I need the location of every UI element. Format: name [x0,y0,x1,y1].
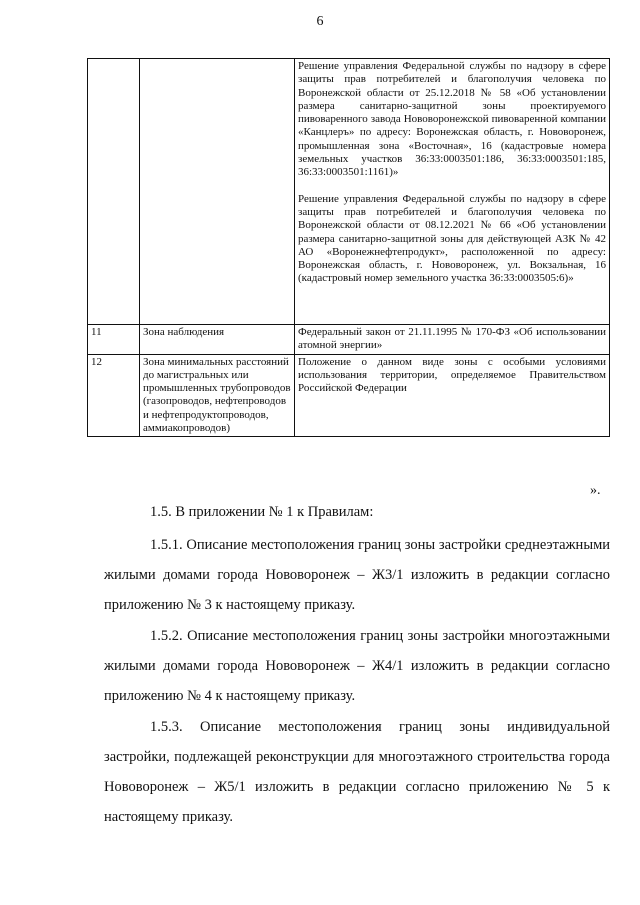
zone-name-cell [140,59,295,325]
legal-basis-paragraph: Решение управления Федеральной службы по надзору в сфере защиты прав потребителей и благополучия человека по Воронежской области от 25.12.2018 № 58 «Об установлении размера санитарно-защитной зоны проектируемого пивоваренного завода Нововоронежской пивоваренной компании «Канцлеръ» по адресу: Воронежская область, г. Нововоронеж, промышленная зона «Восточная», 16 (кадастровые номера земельных участков 36:33:0003501:186, 36:33:0003501:185, 36:33:0003501:1161)» [298,60,606,179]
legal-basis-paragraph: Федеральный закон от 21.11.1995 № 170-ФЗ «Об использовании атомной энергии» [298,326,606,352]
closing-quote: ». [590,483,601,498]
zone-name-cell: Зона минимальных расстояний до магистральных или промышленных трубопроводов (газопроводов, нефтепроводов и нефтепродуктопроводов, аммиакопроводов) [140,354,295,437]
paragraph-1-5: 1.5. В приложении № 1 к Правилам: [150,504,374,520]
legal-basis-paragraph: Решение управления Федеральной службы по надзору в сфере защиты прав потребителей и благополучия человека по Воронежской области от 08.12.2021 № 66 «Об установлении размера санитарно-защитной зоны для действующей АЗК № 42 АО «Воронежнефтепродукт», расположенной по адресу: Воронежская область, г. Нововоронеж, ул. Вокзальная, 16 (кадастровый номер земельного участка 36:33:0003505:6)» [298,192,606,285]
zone-name-cell: Зона наблюдения [140,325,295,355]
row-number-cell: 12 [88,354,140,437]
section-1-5-1 [104,530,610,620]
table-row [88,325,610,355]
row-number-cell: 11 [88,325,140,355]
legal-basis-paragraph: Положение о данном виде зоны с особыми условиями использования территории, определяемое Правительством Российской Федерации [298,355,606,395]
paragraph-1-5-3: 1.5.3. Описание местоположения границ зоны индивидуальной застройки, подлежащей реконструкции для многоэтажного строительства города Нововоронеж – Ж5/1 изложить в редакции согласно приложению № 5 к настоящему приказу. [104,719,610,825]
legal-basis-cell [295,325,610,355]
zones-table [87,58,610,437]
legal-basis-cell [295,59,610,325]
row-number-cell [88,59,140,325]
table-row [88,354,610,437]
section-1-5-2 [104,621,610,711]
paragraph-1-5-2: 1.5.2. Описание местоположения границ зоны застройки многоэтажными жилыми домами города Нововоронеж – Ж4/1 изложить в редакции согласно приложению № 4 к настоящему приказу. [104,628,610,704]
section-1-5-3 [104,712,610,832]
section-1-5 [104,497,610,527]
legal-basis-cell [295,354,610,437]
paragraph-1-5-1: 1.5.1. Описание местоположения границ зоны застройки среднеэтажными жилыми домами города Нововоронеж – Ж3/1 изложить в редакции согласно приложению № 3 к настоящему приказу. [104,537,610,613]
table-row [88,59,610,325]
page-number: 6 [316,14,324,29]
